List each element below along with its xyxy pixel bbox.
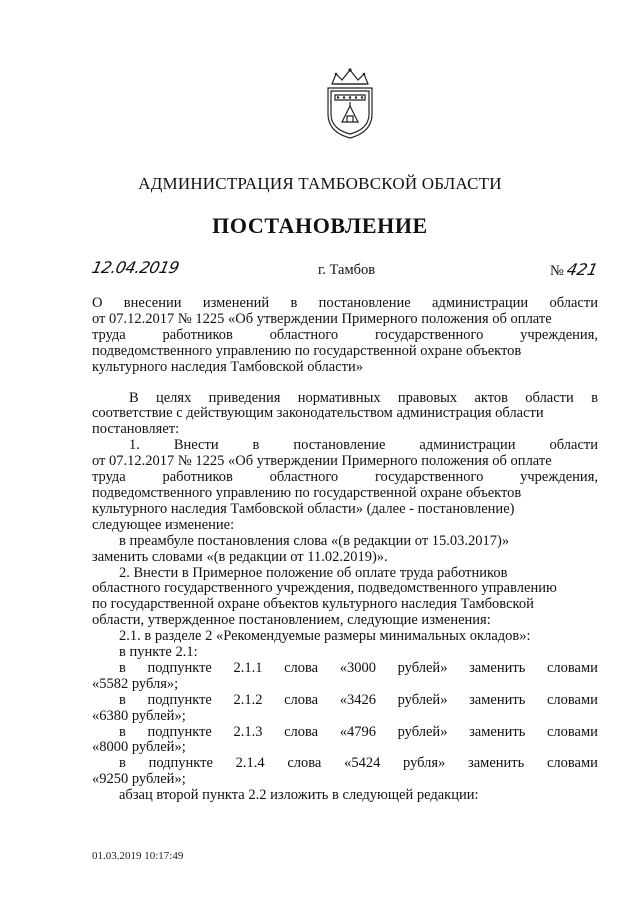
paragraph-line: в пункте 2.1: xyxy=(119,644,198,661)
number-prefix: № xyxy=(549,263,564,279)
paragraph-line: области, утвержденное постановлением, следующие изменения: xyxy=(92,612,491,629)
document-subject xyxy=(92,296,598,376)
paragraph-line: «6380 рублей»; xyxy=(92,707,186,724)
paragraph-line: «8000 рублей»; xyxy=(92,739,186,756)
paragraph-line: культурного наследия Тамбовской области» (далее - постановление) xyxy=(92,500,515,517)
paragraph-line: заменить словами «(в редакции от 11.02.2019)». xyxy=(92,548,388,565)
paragraph-line: абзац второй пункта 2.2 изложить в следующей редакции: xyxy=(119,787,479,804)
paragraph-line: в подпункте 2.1.2 слова «3426 рублей» заменить словами xyxy=(119,691,598,708)
paragraph-line: от 07.12.2017 № 1225 «Об утверждении Примерного положения об оплате xyxy=(92,453,552,470)
paragraph-line: следующее изменение: xyxy=(92,516,235,533)
paragraph-line: областного государственного учреждения, подведомственного управлению xyxy=(92,580,557,597)
city: г. Тамбов xyxy=(318,262,376,278)
paragraph-line: соответствие с действующим законодательством администрация области xyxy=(92,405,544,422)
organization-name: АДМИНИСТРАЦИЯ ТАМБОВСКОЙ ОБЛАСТИ xyxy=(138,174,502,193)
paragraph-line: в подпункте 2.1.1 слова «3000 рублей» заменить словами xyxy=(119,659,598,676)
paragraph-line: «9250 рублей»; xyxy=(92,771,186,788)
document-number xyxy=(549,260,601,280)
paragraph-line: в подпункте 2.1.3 слова «4796 рублей» заменить словами xyxy=(119,723,598,740)
paragraph-line: 2. Внести в Примерное положение об оплате труда работников xyxy=(119,564,508,581)
paragraph-line: труда работников областного государственного учреждения, xyxy=(92,469,598,486)
handwritten-number: 421 xyxy=(565,260,601,279)
paragraph-line: в подпункте 2.1.4 слова «5424 рубля» заменить словами xyxy=(119,755,598,772)
paragraph-line: по государственной охране объектов культурного наследия Тамбовской xyxy=(92,596,534,613)
document-body xyxy=(92,296,598,804)
paragraph-line: постановляет: xyxy=(92,421,180,438)
subject-line: О внесении изменений в постановление администрации области xyxy=(92,295,598,311)
paragraph-line: подведомственного управлению по государственной охране объектов xyxy=(92,484,522,501)
date-line xyxy=(89,258,601,282)
subject-line: труда работников областного государственного учреждения, xyxy=(92,326,598,343)
paragraph-line: 1. Внести в постановление администрации области xyxy=(129,437,598,454)
paragraph-line: В целях приведения нормативных правовых актов области в xyxy=(129,389,598,406)
footer-timestamp: 01.03.2019 10:17:49 xyxy=(92,850,184,862)
handwritten-date: 12.04.2019 xyxy=(89,258,181,277)
document-type-title: ПОСТАНОВЛЕНИЕ xyxy=(212,213,428,238)
subject-line: подведомственного управлению по государственной охране объектов xyxy=(92,342,522,359)
paragraph-line: 2.1. в разделе 2 «Рекомендуемые размеры минимальных окладов»: xyxy=(119,628,531,645)
subject-line: культурного наследия Тамбовской области» xyxy=(92,358,364,375)
subject-line: от 07.12.2017 № 1225 «Об утверждении Примерного положения об оплате xyxy=(92,310,552,327)
paragraph-line: в преамбуле постановления слова «(в редакции от 15.03.2017)» xyxy=(119,532,510,549)
tambov-coat-of-arms-icon xyxy=(320,66,380,142)
paragraph-line: «5582 рубля»; xyxy=(92,675,179,692)
